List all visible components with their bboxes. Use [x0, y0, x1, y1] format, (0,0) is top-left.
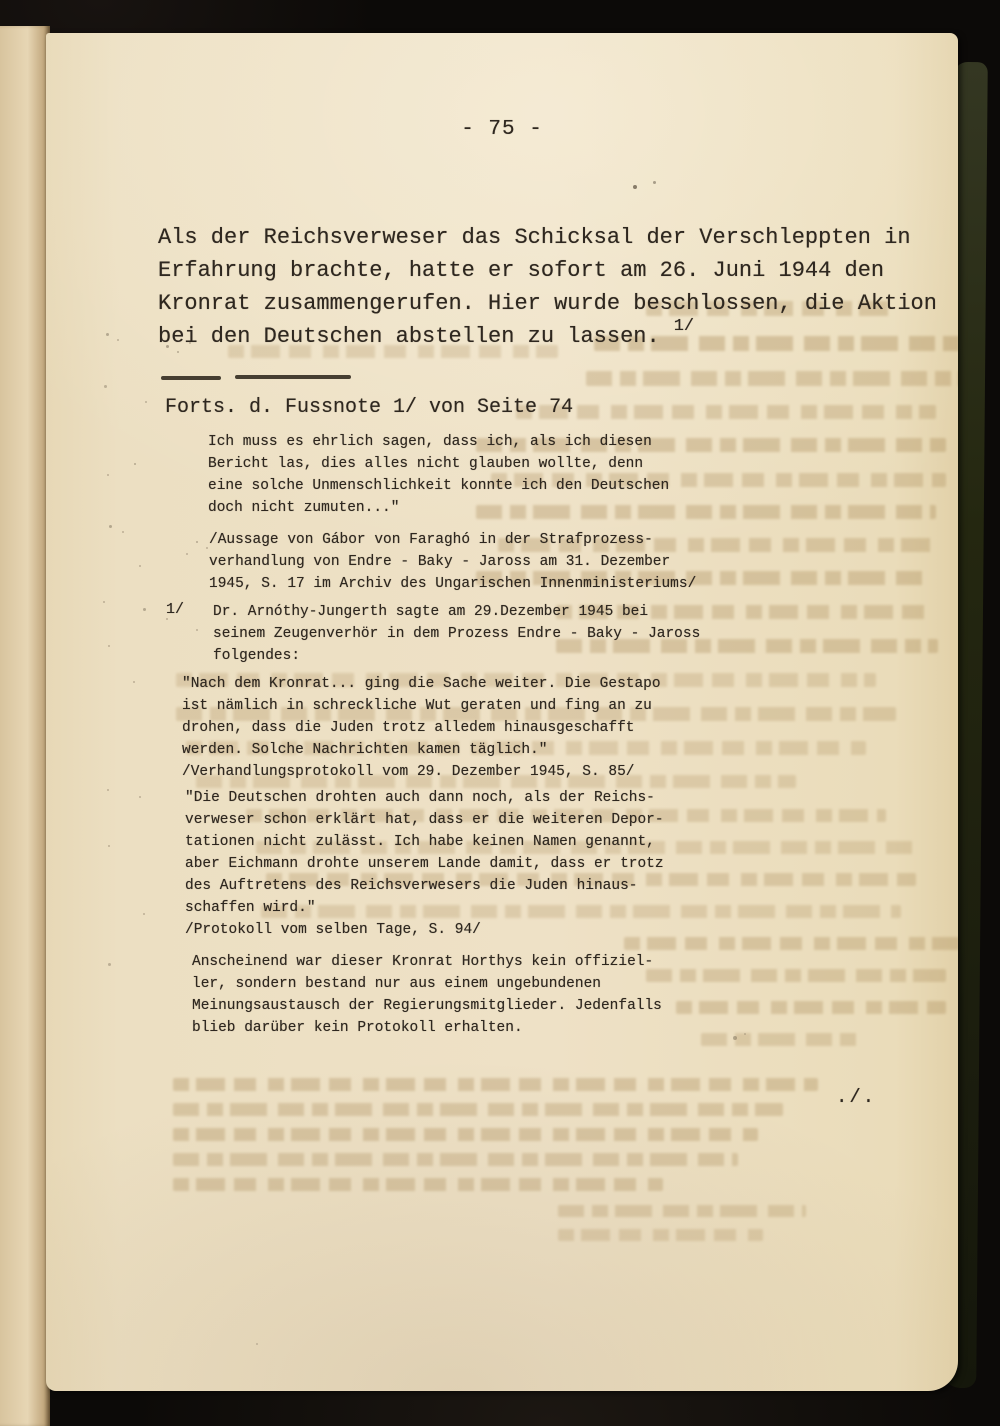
footnote-line: doch nicht zumuten...": [208, 500, 400, 516]
page-number: - 75 -: [461, 118, 543, 141]
document-page: [46, 33, 958, 1391]
ink-speck: [166, 345, 169, 348]
ink-speck: [122, 531, 124, 533]
ink-speck: [139, 796, 141, 798]
footnote-line: ist nämlich in schreckliche Wut geraten und fing an zu: [182, 698, 652, 714]
ink-speck: [108, 845, 110, 847]
main-paragraph: [158, 221, 937, 355]
footnote-line: blieb darüber kein Protokoll erhalten.: [192, 1020, 523, 1036]
ink-speck: [196, 541, 198, 543]
bleedthrough-line: [173, 1128, 758, 1141]
ink-speck: [168, 377, 171, 380]
ink-speck: [109, 525, 112, 528]
ink-speck: [133, 681, 135, 683]
footnote-section: [46, 431, 958, 1039]
previous-page-edge: [0, 26, 50, 1426]
footnote-line: Anscheinend war dieser Kronrat Horthys kein offiziel-: [192, 954, 654, 970]
footnote-line: "Die Deutschen drohten auch dann noch, als der Reichs-: [185, 790, 655, 806]
ink-speck: [189, 342, 191, 344]
footnote-line: "Nach dem Kronrat... ging die Sache weiter. Die Gestapo: [182, 676, 661, 692]
ink-speck: [206, 547, 208, 549]
footnote-line: tationen nicht zulässt. Ich habe keinen Namen genannt,: [185, 834, 655, 850]
footnote-reference: 1/: [673, 317, 695, 336]
ink-speck: [139, 565, 141, 567]
ink-speck: [177, 351, 179, 353]
footnote-line: verweser schon erklärt hat, dass er die weiteren Depor-: [185, 812, 664, 828]
footnote-block: [185, 787, 958, 941]
ink-speck: [106, 333, 109, 336]
bleedthrough-line: [516, 405, 936, 419]
bleedthrough-line: [173, 1078, 818, 1091]
footnote-number: 1/: [166, 601, 185, 618]
footnote-block: [209, 529, 958, 595]
ink-speck: [653, 181, 656, 184]
ink-speck: [104, 385, 107, 388]
footnote-block: [182, 673, 958, 783]
body-line: Erfahrung brachte, hatte er sofort am 26. Juni 1944 den: [158, 258, 885, 283]
ink-speck: [108, 963, 111, 966]
bleedthrough-line: [173, 1103, 783, 1116]
bleedthrough-line: [558, 1205, 806, 1217]
body-line: Als der Reichsverweser das Schicksal der Verschleppten in: [158, 225, 911, 250]
bleedthrough-line: [586, 371, 958, 386]
ink-speck: [256, 1343, 258, 1345]
ink-speck: [744, 1033, 746, 1035]
ink-speck: [143, 608, 146, 611]
ink-speck: [143, 913, 145, 915]
ink-speck: [107, 789, 109, 791]
page-continuation-mark: ./.: [836, 1086, 877, 1108]
bleedthrough-line: [173, 1178, 663, 1191]
ink-speck: [145, 401, 147, 403]
ink-speck: [733, 1036, 737, 1040]
footnote-line: Dr. Arnóthy-Jungerth sagte am 29.Dezember 1945 bei: [213, 604, 649, 620]
footnote-continuation-header: Forts. d. Fussnote 1/ von Seite 74: [165, 396, 574, 419]
footnote-line: folgendes:: [213, 648, 301, 664]
ink-speck: [196, 629, 198, 631]
footnote-block: [208, 431, 958, 519]
ink-speck: [134, 463, 136, 465]
footnote-divider-segment: [235, 375, 351, 379]
ink-speck: [633, 185, 637, 189]
footnote-line: eine solche Unmenschlichkeit konnte ich den Deutschen: [208, 478, 670, 494]
footnote-block: [192, 951, 958, 1039]
ink-speck: [186, 553, 188, 555]
footnote-line: drohen, dass die Juden trotz alledem hinausgeschafft: [182, 720, 635, 736]
bleedthrough-line: [558, 1229, 763, 1241]
footnote-line: schaffen wird.": [185, 900, 316, 916]
footnote-line: ler, sondern bestand nur aus einem ungebundenen: [192, 976, 601, 992]
footnote-line: Meinungsaustausch der Regierungsmitglieder. Jedenfalls: [192, 998, 662, 1014]
bleedthrough-line: [173, 1153, 738, 1166]
ink-speck: [117, 339, 119, 341]
footnote-line: 1945, S. 17 im Archiv des Ungarischen Innenministeriums/: [209, 576, 697, 592]
footnote-line: aber Eichmann drohte unserem Lande damit, dass er trotz: [185, 856, 664, 872]
footnote-line: /Aussage von Gábor von Faraghó in der Strafprozess-: [209, 532, 653, 548]
footnote-line: Bericht las, dies alles nicht glauben wollte, denn: [208, 456, 644, 472]
footnote-line: /Verhandlungsprotokoll vom 29. Dezember 1945, S. 85/: [182, 764, 635, 780]
footnote-line: seinem Zeugenverhör in dem Prozess Endre - Baky - Jaross: [213, 626, 701, 642]
footnote-line: verhandlung von Endre - Baky - Jaross am 31. Dezember: [209, 554, 671, 570]
footnote-block: [166, 601, 958, 667]
footnote-line: Ich muss es ehrlich sagen, dass ich, als ich diesen: [208, 434, 652, 450]
body-line: Kronrat zusammengerufen. Hier wurde beschlossen, die Aktion: [158, 291, 937, 316]
ink-speck: [107, 474, 109, 476]
footnote-line: /Protokoll vom selben Tage, S. 94/: [185, 922, 481, 938]
footnote-line: des Auftretens des Reichsverwesers die Juden hinaus-: [185, 878, 638, 894]
ink-speck: [103, 601, 105, 603]
ink-speck: [166, 618, 168, 620]
footnote-line: werden. Solche Nachrichten kamen täglich.": [182, 742, 548, 758]
body-line: bei den Deutschen abstellen zu lassen. $^{1/}$: [158, 317, 695, 349]
ink-speck: [108, 645, 110, 647]
